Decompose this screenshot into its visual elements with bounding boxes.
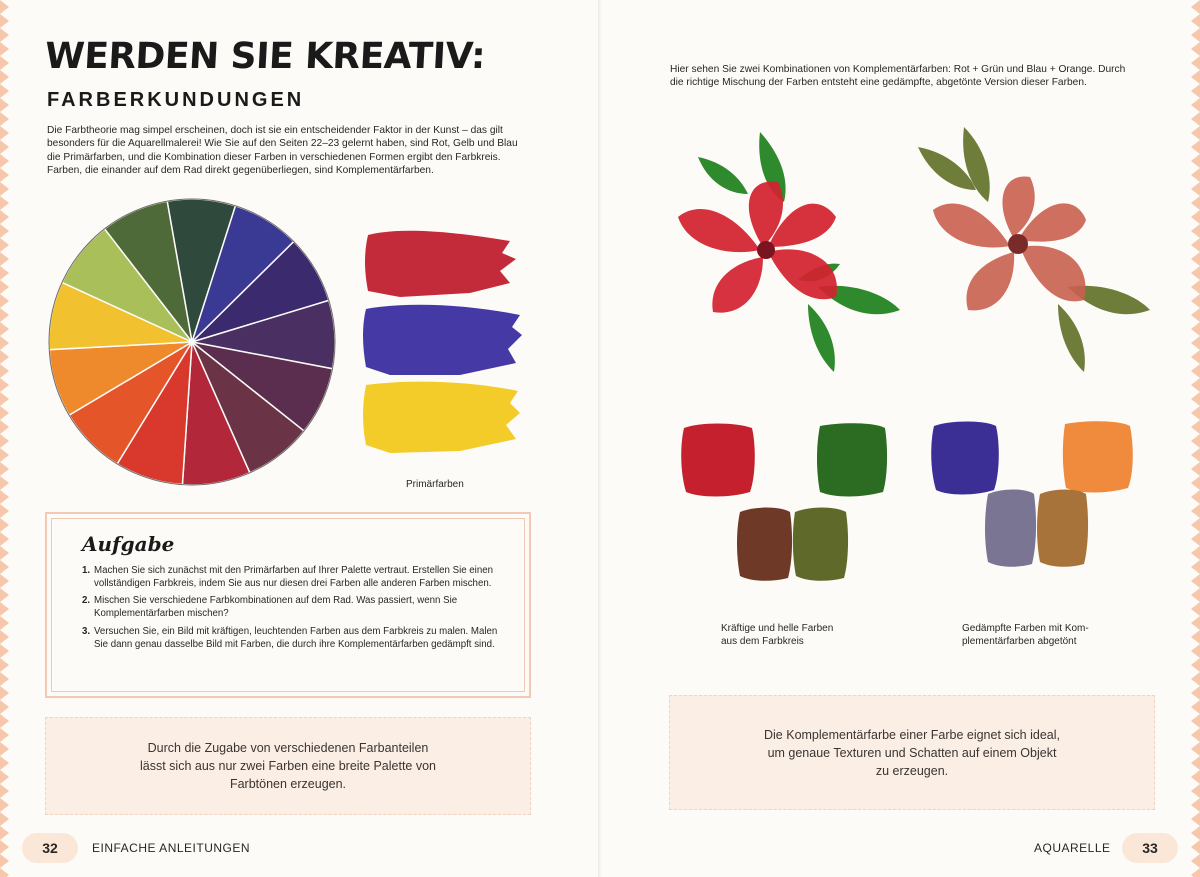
right-intro-paragraph: Hier sehen Sie zwei Kombinationen von Komplementärfarben: Rot + Grün und Blau + Orange. Durch die richtige Mischung der Farben entsteht eine gedämpfte, abgetönte Version dieser Farben. — [670, 64, 1126, 89]
task-title: Aufgabe — [82, 532, 175, 556]
brown-swatch — [737, 508, 792, 581]
muted-colors-caption: Gedämpfte Farben mit Kom- plementärfarben abgetönt — [962, 623, 1089, 647]
muted-flower-illustration — [918, 122, 1158, 372]
tan-swatch — [1037, 490, 1088, 567]
red-brushstroke — [365, 231, 516, 297]
task-item: 3. Versuchen Sie, ein Bild mit kräftigen, leuchtenden Farben aus dem Farbkreis zu malen. Malen Sie dann genau dasselbe Bild mit Farben, die durch ihre Komplementärfarben gedämpft sind. — [82, 625, 498, 650]
zigzag-border-left — [0, 0, 12, 877]
yellow-brushstroke — [363, 382, 520, 453]
footer-section-right: AQUARELLE — [1034, 841, 1111, 855]
page-subtitle: FARBERKUNDUNGEN — [47, 89, 305, 111]
page-title: WERDEN SIE KREATIV: — [43, 36, 487, 77]
footer-section-left: EINFACHE ANLEITUNGEN — [92, 841, 251, 855]
task-item: 2. Mischen Sie verschiedene Farbkombinationen auf dem Rad. Was passiert, wenn Sie Komplementärfarben mischen? — [82, 595, 458, 620]
lavender-swatch — [985, 490, 1036, 567]
bright-colors-caption: Kräftige und helle Farben aus dem Farbkreis — [721, 623, 834, 647]
blue-swatch — [931, 422, 999, 495]
page-number-right: 33 — [1122, 833, 1178, 863]
bright-swatches — [680, 420, 900, 590]
intro-paragraph: Die Farbtheorie mag simpel erscheinen, doch ist sie ein entscheidender Faktor in der Kunst – das gilt besonders für die Aquarellmalerei! Wie Sie auf den Seiten 22–23 gelernt haben, sind Rot, Gelb und Blau die Primärfarben, und die Kombination dieser Farben in verschiedenen Formen ergibt den Farbkreis. Farben, die einander auf dem Rad direkt gegenüberliegen, sind Komplementärfarben. — [47, 125, 518, 176]
red-swatch — [681, 424, 755, 497]
green-swatch — [817, 423, 887, 496]
zigzag-border-right — [1188, 0, 1200, 877]
task-box — [45, 512, 531, 698]
bright-flower-illustration — [668, 122, 908, 372]
page-gutter — [598, 0, 602, 877]
muted-swatches — [930, 418, 1150, 588]
page-number-left: 32 — [22, 833, 78, 863]
task-list — [82, 565, 512, 656]
primary-colors-brushstrokes — [360, 225, 530, 460]
primary-colors-caption: Primärfarben — [406, 479, 464, 490]
blue-brushstroke — [363, 305, 522, 375]
tip-box-left: Durch die Zugabe von verschiedenen Farbanteilen lässt sich aus nur zwei Farben eine breite Palette von Farbtönen erzeugen. — [45, 717, 531, 815]
tip-box-right: Die Komplementärfarbe einer Farbe eignet sich ideal, um genaue Texturen und Schatten auf einem Objekt zu erzeugen. — [669, 695, 1155, 810]
task-item: 1. Machen Sie sich zunächst mit den Primärfarben auf Ihrer Palette vertraut. Erstellen Sie einen vollständigen Farbkreis, indem Sie aus nur diesen drei Farben alle anderen Farben mischen. — [82, 565, 493, 589]
orange-swatch — [1063, 421, 1133, 492]
color-wheel-illustration — [47, 197, 337, 487]
olive-swatch — [793, 508, 848, 581]
